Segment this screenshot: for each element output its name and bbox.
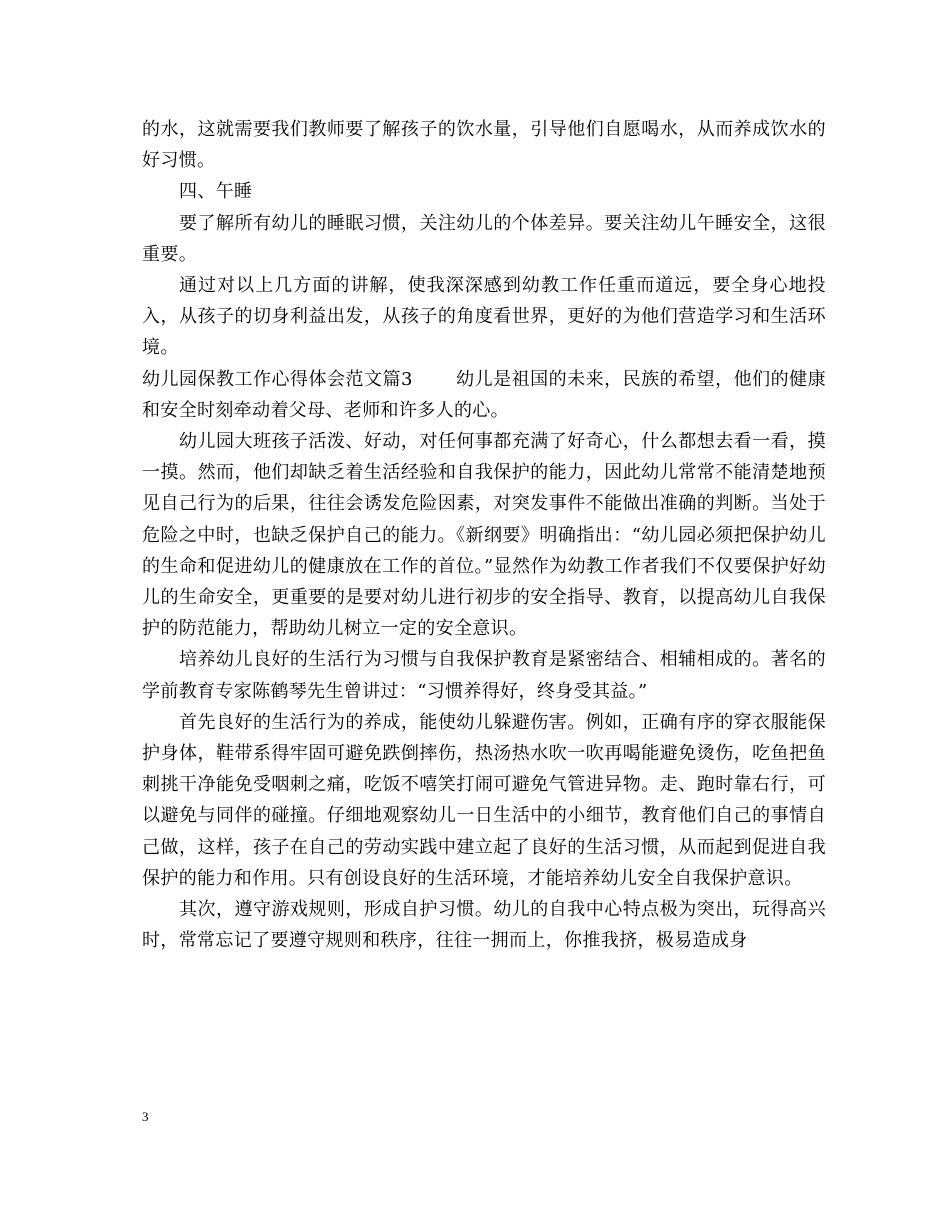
document-body: [142, 114, 826, 956]
paragraph: 的水，这就需要我们教师要了解孩子的饮水量，引导他们自愿喝水，从而养成饮水的好习惯。: [142, 119, 826, 172]
paragraph: 通过对以上几方面的讲解，使我深深感到幼教工作任重而道远，要全身心地投入，从孩子的切身利益出发，从孩子的角度看世界，更好的为他们营造学习和生活环境。: [142, 275, 826, 359]
paragraph: 幼儿园大班孩子活泼、好动，对任何事都充满了好奇心，什么都想去看一看，摸一摸。然而，他们却缺乏着生活经验和自我保护的能力，因此幼儿常常不能清楚地预见自己行为的后果，往往会诱发危险因素，对突发事件不能做出准确的判断。当处于危险之中时，也缺乏保护自己的能力。《新纲要》明确指出：“幼儿园必须把保护幼儿的生命和促进幼儿的健康放在工作的首位。”显然作为幼教工作者我们不仅要保护好幼儿的生命安全，更重要的是要对幼儿进行初步的安全指导、教育，以提高幼儿自我保护的防范能力，帮助幼儿树立一定的安全意识。: [142, 431, 826, 640]
paragraph: 培养幼儿良好的生活行为习惯与自我保护教育是紧密结合、相辅相成的。著名的学前教育专家陈鹤琴先生曾讲过：“习惯养得好，终身受其益。”: [142, 649, 826, 702]
paragraph: 首先良好的生活行为的养成，能使幼儿躲避伤害。例如，正确有序的穿衣服能保护身体，鞋带系得牢固可避免跌倒摔伤，热汤热水吹一吹再喝能避免烫伤，吃鱼把鱼刺挑干净能免受咽刺之痛，吃饭不嘻笑打闹可避免气管进异物。走、跑时靠右行，可以避免与同伴的碰撞。仔细地观察幼儿一日生活中的小细节，教育他们自己的事情自己做，这样，孩子在自己的劳动实践中建立起了良好的生活习惯，从而起到促进自我保护的能力和作用。只有创设良好的生活环境，才能培养幼儿安全自我保护意识。: [142, 711, 826, 889]
section-heading: 四、午睡: [179, 181, 253, 203]
paragraph: 其次，遵守游戏规则，形成自护习惯。幼儿的自我中心特点极为突出，玩得高兴时，常常忘记了要遵守规则和秩序，往往一拥而上，你推我挤，极易造成身: [142, 899, 826, 952]
paragraph: 幼儿园保教工作心得体会范文篇3 幼儿是祖国的未来，民族的希望，他们的健康和安全时刻牵动着父母、老师和许多人的心。: [142, 368, 826, 421]
paragraph: 要了解所有幼儿的睡眠习惯，关注幼儿的个体差异。要关注幼儿午睡安全，这很重要。: [142, 212, 826, 265]
page-number: 3: [142, 1109, 149, 1124]
